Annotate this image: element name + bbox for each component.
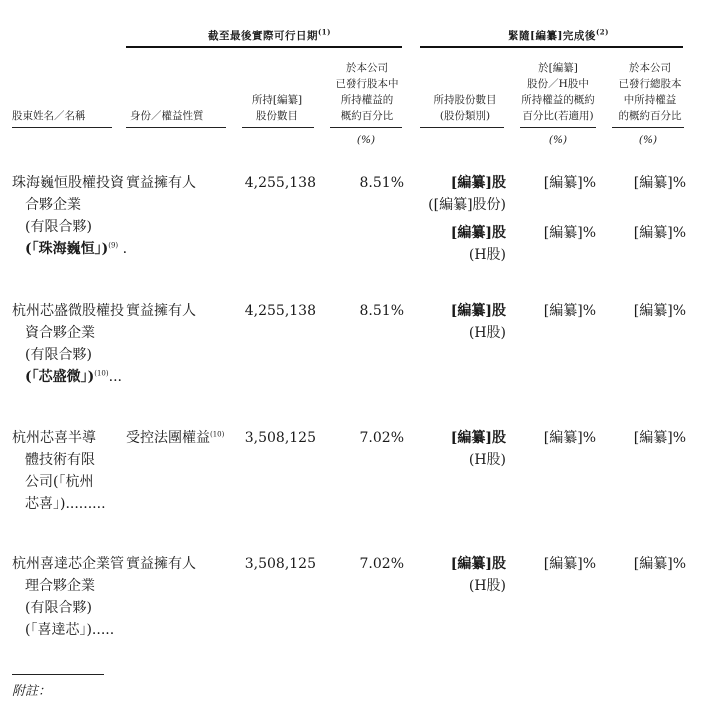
group-header-after: 緊隨[編纂]完成後$^{(2)}$ (508, 27, 609, 42)
capacity: 受控法團權益$^{(10)}$ (126, 430, 225, 446)
group-header-before: 截至最後實際可行日期$^{(1)}$ (208, 27, 331, 42)
capacity: 實益擁有人 (126, 175, 196, 191)
shares: 3,508,125 (244, 430, 316, 446)
col-header-after-shares: 所持股份數目 (股份類別) (433, 94, 497, 122)
col-header-pct: 於本公司 已發行股本中 所持權益的 概約百分比 (335, 62, 399, 122)
footnote-label: 附註： (12, 684, 52, 699)
after-total-pct: [編纂]% (633, 225, 686, 241)
shareholder-name: 杭州芯盛微股權投 (12, 303, 124, 319)
header-rule-after-class (520, 127, 596, 128)
after-shares: [編纂]股 (H股) (450, 430, 506, 468)
pct: 7.02% (359, 430, 404, 446)
table-row: 珠海巍恒股權投資 合夥企業 (有限合夥) (「珠海巍恒」)$^{(9)}$ . (12, 172, 127, 260)
group-rule-before (126, 46, 402, 48)
after-shares: [編纂]股 ([編纂]股份) (428, 175, 506, 213)
shareholder-name: 杭州芯喜半導 (12, 430, 96, 446)
col-header-capacity: 身份／權益性質 (130, 110, 204, 122)
pct: 8.51% (359, 175, 404, 191)
header-rule-after-total (612, 127, 684, 128)
header-rule-after-shares (420, 127, 504, 128)
shares: 4,255,138 (244, 175, 316, 191)
header-rule-shares (242, 127, 314, 128)
col-header-name: 股東姓名／名稱 (12, 110, 86, 122)
table-row: 杭州喜達芯企業管 理合夥企業 (有限合夥) (「喜達芯」)..... (12, 553, 124, 641)
pct: 7.02% (359, 556, 404, 572)
header-rule-name (12, 127, 112, 128)
capacity: 實益擁有人 (126, 556, 196, 572)
unit-pct: (%) (356, 134, 376, 146)
shares: 3,508,125 (244, 556, 316, 572)
after-class-pct: [編纂]% (543, 303, 596, 319)
after-shares: [編纂]股 (H股) (450, 225, 506, 263)
table-row: 杭州芯盛微股權投 資合夥企業 (有限合夥) (「芯盛微」)$^{(10)}$... (12, 300, 124, 388)
pct: 8.51% (359, 303, 404, 319)
header-rule-capacity (126, 127, 226, 128)
table-row: 杭州芯喜半導 體技術有限 公司(「杭州 芯喜」)......... (12, 427, 106, 515)
shares: 4,255,138 (244, 303, 316, 319)
shareholder-name: 杭州喜達芯企業管 (12, 556, 124, 572)
after-total-pct: [編纂]% (633, 556, 686, 572)
group-rule-after (420, 46, 683, 48)
unit-after-class: (%) (548, 134, 568, 146)
after-total-pct: [編纂]% (633, 303, 686, 319)
after-class-pct: [編纂]% (543, 430, 596, 446)
after-class-pct: [編纂]% (543, 175, 596, 191)
header-rule-pct (330, 127, 402, 128)
after-total-pct: [編纂]% (633, 430, 686, 446)
after-shares: [編纂]股 (H股) (450, 303, 506, 341)
col-header-shares: 所持[編纂] 股份數目 (251, 94, 303, 122)
after-shares: [編纂]股 (H股) (450, 556, 506, 594)
unit-after-total: (%) (638, 134, 658, 146)
after-total-pct: [編纂]% (633, 175, 686, 191)
col-header-after-total: 於本公司 已發行總股本 中所持權益 的概約百分比 (618, 62, 682, 122)
col-header-after-class: 於[編纂] 股份／H股中 所持權益的概約 百分比(若適用) (521, 62, 595, 122)
capacity: 實益擁有人 (126, 303, 196, 319)
shareholder-name: 珠海巍恒股權投資 (12, 175, 124, 191)
after-class-pct: [編纂]% (543, 556, 596, 572)
footnote-rule (12, 674, 104, 675)
after-class-pct: [編纂]% (543, 225, 596, 241)
